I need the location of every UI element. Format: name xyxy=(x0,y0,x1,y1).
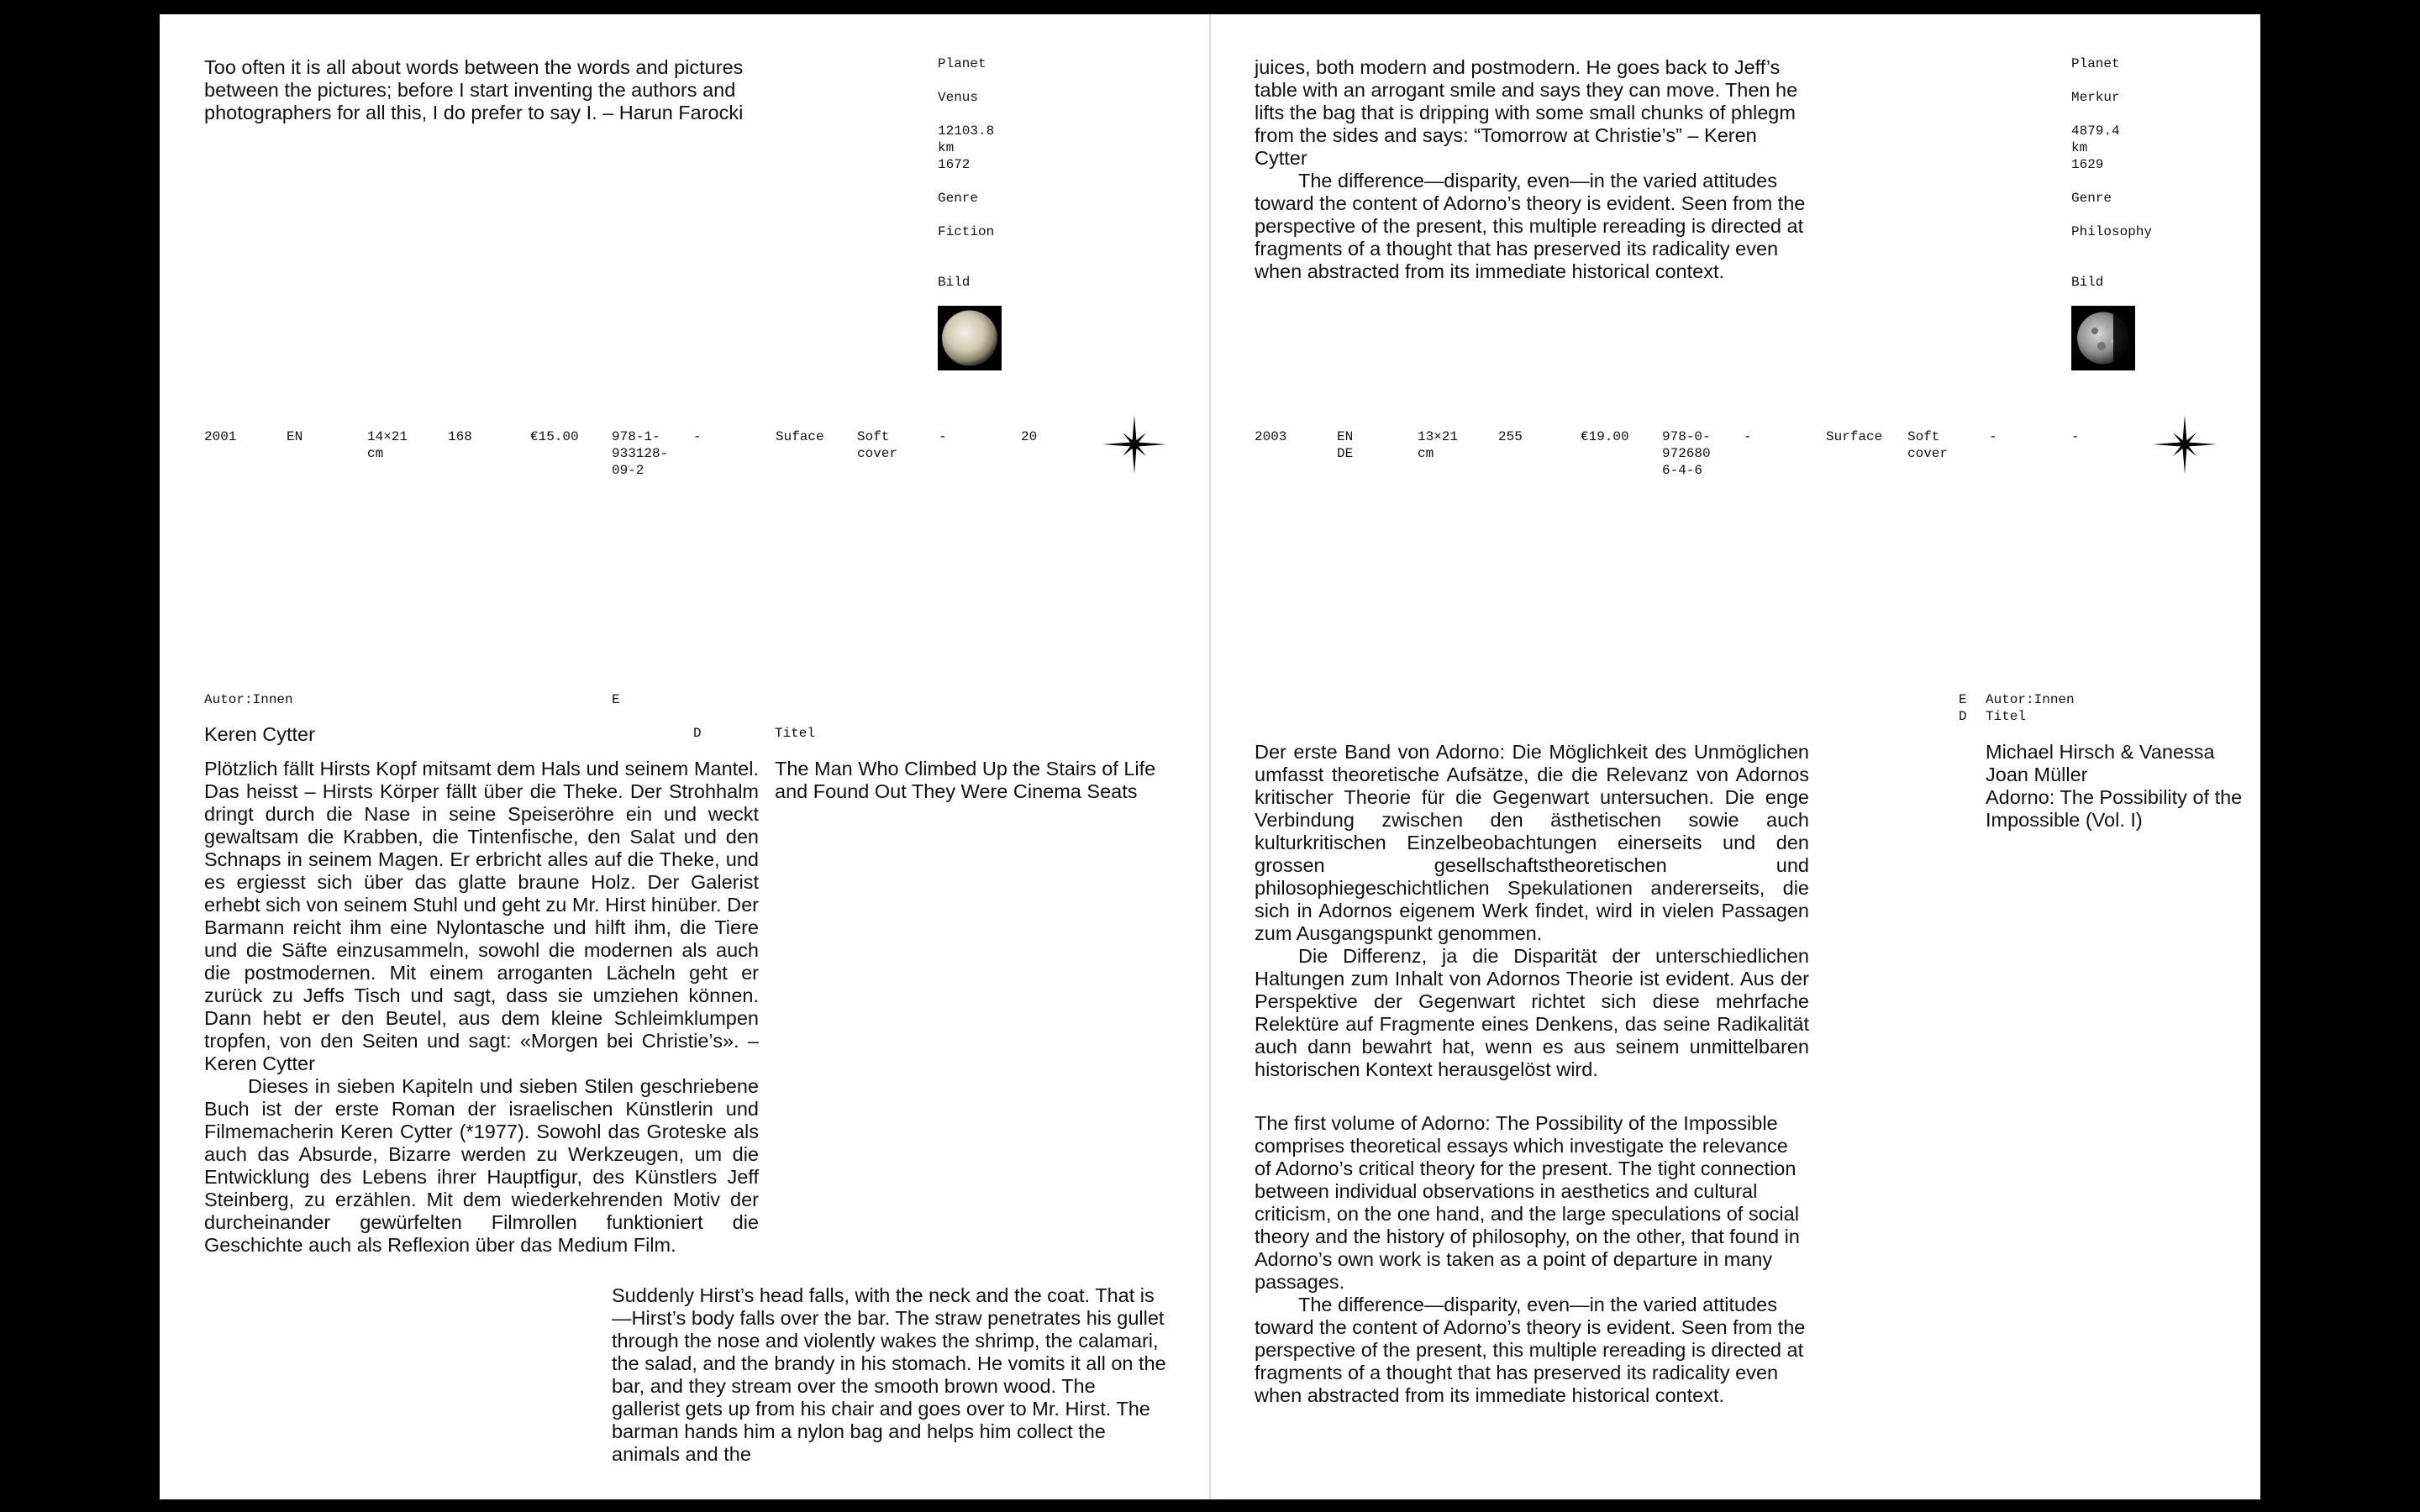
language-d: D xyxy=(693,726,702,741)
german-text xyxy=(204,758,759,1257)
genre-label: Genre xyxy=(938,191,979,206)
english-paragraph: The difference—disparity, even—in the varied attitudes toward the content of Adorno’s theory is evident. Seen from the perspective of the present, this multiple rereading is directed at fragments of a thought that has preserved its radicality even when abstracted from its immediate historical context. xyxy=(1255,170,1806,282)
left-spec-row xyxy=(204,428,1204,487)
english-text xyxy=(612,1284,1166,1466)
language-e: E xyxy=(612,692,620,707)
german-paragraph: Dieses in sieben Kapiteln und sieben Stilen geschriebene Buch ist der erste Roman der israelischen Künstlerin und Filmemacherin Keren Cytter (*1977). Sowohl das Groteske als auch das Absurde, Bizarre werden zu Werkzeugen, um die Entwicklung des Lebens ihrer Hauptfigur, des Künstlers Jeff Steinberg, zu erzählen. Mit dem wiederkehrenden Motiv der durcheinander gewürfelten Filmrollen funktioniert die Geschichte auch als Reflexion über das Medium Film. xyxy=(204,1075,759,1256)
english-text xyxy=(1255,1112,1809,1407)
spec-size: 13×21 cm xyxy=(1418,429,1459,461)
genre-value: Fiction xyxy=(938,224,995,239)
planet-name: Venus xyxy=(938,90,979,105)
star-icon xyxy=(2151,411,2218,478)
title-label: Titel xyxy=(775,726,816,741)
english-paragraph: Suddenly Hirst’s head falls, with the neck and the coat. That is—Hirst’s body falls over the bar. The straw penetrates his gullet through the nose and violently wakes the shrimp, the calamari, the salad, and the brandy in his stomach. He vomits it all on the bar, and they stream over the smooth brown wood. The gallerist gets up from his chair and goes over to Mr. Hirst. The barman hands him a nylon bag and helps him collect the animals and the xyxy=(612,1284,1166,1465)
spec-size: 14×21 cm xyxy=(367,429,408,461)
planet-label: Planet xyxy=(938,56,986,71)
author-label: Autor:Innen xyxy=(204,692,293,707)
venus-planet-icon xyxy=(938,306,1002,370)
english-paragraph: The difference—disparity, even—in the varied attitudes toward the content of Adorno’s theory is evident. Seen from the perspective of the present, this multiple rereading is directed at fragments of a thought that has preserved its radicality even when abstracted from its immediate historical context. xyxy=(1255,1294,1806,1406)
spec-dash: - xyxy=(693,429,702,444)
spec-publisher: Suface xyxy=(776,429,824,444)
book-title: Adorno: The Possibility of the Impossible (Vol. I) xyxy=(1986,786,2243,831)
spec-isbn: 978-0- 972680 6-4-6 xyxy=(1662,429,1711,478)
spec-number: 20 xyxy=(1021,429,1038,444)
spec-year: 2001 xyxy=(204,429,237,444)
planet-unit: km xyxy=(2071,140,2088,155)
german-text xyxy=(1255,741,1809,1081)
planet-meta xyxy=(938,55,994,291)
image-label: Bild xyxy=(938,275,971,290)
spec-dash: - xyxy=(939,429,947,444)
german-paragraph: Die Differenz, ja die Disparität der unterschiedlichen Haltungen zum Inhalt von Adornos Theorie ist evident. Aus der Perspektive der Gegenwart richtet sich diese mehrfache Relektüre auf Fragmente eines Denkens, das seine Radikalität auch dann bewahrt hat, wenn es aus seinem unmittelbaren historischen Kontext herausgelöst wird. xyxy=(1255,945,1809,1080)
genre-value: Philosophy xyxy=(2071,224,2153,239)
planet-unit: km xyxy=(938,140,955,155)
spec-price: €19.00 xyxy=(1581,429,1629,444)
english-paragraph: The first volume of Adorno: The Possibility of the Impossible comprises theoretical essays which investigate the relevance of Adorno’s critical theory for the present. The tight connection between individual observations in aesthetics and cultural criticism, on the one hand, and the large speculations of social theory and the history of philosophy, on the other, that found in Adorno’s own work is taken as a point of departure in many passages. xyxy=(1255,1112,1800,1293)
german-paragraph: Der erste Band von Adorno: Die Möglichkeit des Unmöglichen umfasst theoretische Aufsätze, die die Relevanz von Adornos kritischer Theorie für die Gegenwart untersuchen. Die enge Verbindung zwischen den ästhetischen sowie auch kulturkritischen Einzelbeobachtungen einerseits und den grossen gesellschaftstheoretischen und philosophiegeschichtlichen Spekulationen andererseits, die sich in Adornos eigenem Werk findet, wird in vielen Passagen zum Ausgangspunkt genommen. xyxy=(1255,741,1809,944)
planet-year: 1629 xyxy=(2071,157,2104,172)
mercury-planet-icon xyxy=(2071,306,2135,370)
spec-pages: 168 xyxy=(448,429,472,444)
title-label: Titel xyxy=(1986,709,2027,724)
mercury-image xyxy=(2071,306,2135,370)
spec-year: 2003 xyxy=(1255,429,1287,444)
spec-language: EN DE xyxy=(1337,429,1354,461)
planet-diameter: 4879.4 xyxy=(2071,123,2120,139)
right-page xyxy=(1211,14,2260,1499)
author-name: Michael Hirsch & Vanessa Joan Müller xyxy=(1986,741,2215,785)
star-icon xyxy=(1101,411,1168,478)
spec-dash: - xyxy=(1744,429,1752,444)
spec-dash: - xyxy=(2071,429,2080,444)
spec-binding: Soft cover xyxy=(857,429,898,461)
german-paragraph: Plötzlich fällt Hirsts Kopf mitsamt dem Hals und seinem Mantel. Das heisst – Hirsts Körper fällt über die Theke. Der Strohhalm dringt durch die Nase in seine Speiseröhre ein und weckt gewaltsam die Krabben, die Tintenfische, den Salat und den Schnaps in seinem Magen. Er erbricht alles auf die Theke, und es ergiesst sich über das glatte braune Holz. Der Galerist erhebt sich von seinem Stuhl und geht zu Mr. Hirst hinüber. Der Barmann reicht ihm eine Nylontasche und hilft ihm, die Tiere und die Säfte einzusammeln, sowohl die modernen als auch die postmodernen. Mit einem arroganten Lächeln geht er zurück zu Jeffs Tisch und sagt, dass sie umziehen können. Dann hebt er den Beutel, aus dem kleine Schleimklumpen tropfen, von den Seiten und sagt: «Morgen bei Christie’s». – Keren Cytter xyxy=(204,758,759,1074)
venus-image xyxy=(938,306,1002,370)
image-label: Bild xyxy=(2071,275,2104,290)
planet-year: 1672 xyxy=(938,157,971,172)
english-paragraph: juices, both modern and postmodern. He goes back to Jeff’s table with an arrogant smile and says they can move. Then he lifts the bag that is dripping with some small chunks of phlegm from the sides and says: “Tomorrow at Christie’s” – Keren Cytter xyxy=(1255,56,1798,169)
language-e: E xyxy=(1959,692,1967,707)
planet-name: Merkur xyxy=(2071,90,2120,105)
farocki-quote: Too often it is all about words between the words and pictures between the pictures; before I start inventing the authors and photographers for all this, I do prefer to say I. – Harun Farocki xyxy=(204,56,744,123)
planet-label: Planet xyxy=(2071,56,2120,71)
spec-price: €15.00 xyxy=(530,429,579,444)
spec-pages: 255 xyxy=(1498,429,1523,444)
planet-diameter: 12103.8 xyxy=(938,123,995,139)
spec-dash: - xyxy=(1989,429,1997,444)
left-page xyxy=(160,14,1209,1499)
language-d: D xyxy=(1959,709,1967,724)
book-title: The Man Who Climbed Up the Stairs of Life and Found Out They Were Cinema Seats xyxy=(775,758,1156,802)
english-text-continued xyxy=(1255,56,1809,283)
author-name: Keren Cytter xyxy=(204,723,315,745)
genre-label: Genre xyxy=(2071,191,2112,206)
spec-publisher: Surface xyxy=(1826,429,1883,444)
author-label: Autor:Innen xyxy=(1986,692,2075,707)
spec-binding: Soft cover xyxy=(1907,429,1949,461)
right-spec-row xyxy=(1255,428,2254,487)
spec-isbn: 978-1- 933128- 09-2 xyxy=(612,429,669,478)
spec-language: EN xyxy=(287,429,303,444)
planet-meta xyxy=(2071,55,2152,291)
book-spread xyxy=(160,14,2260,1499)
